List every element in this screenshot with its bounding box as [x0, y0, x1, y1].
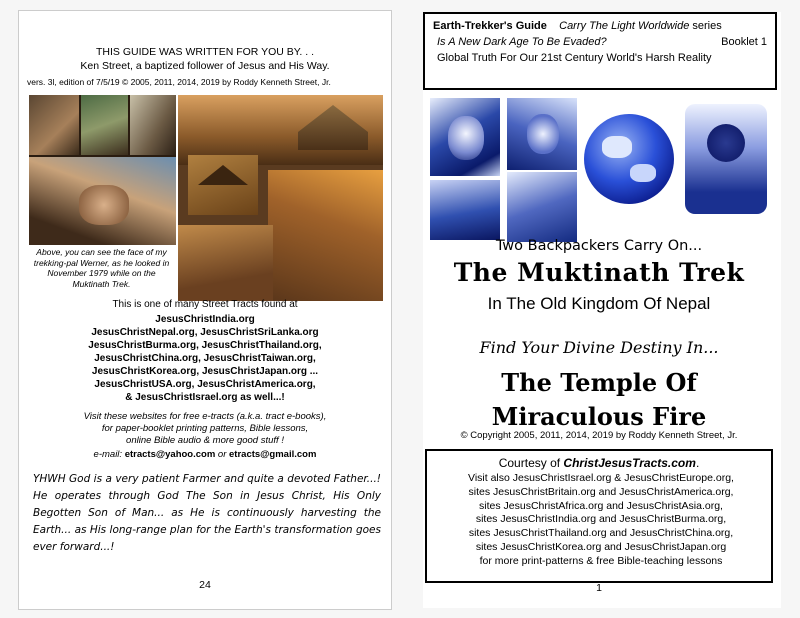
email-2[interactable]: etracts@gmail.com	[229, 449, 317, 460]
temple-title	[423, 366, 775, 434]
page-number-1: 1	[596, 582, 602, 594]
kicker: Two Backpackers Carry On...	[495, 238, 703, 254]
portrait-sketch-image	[507, 98, 577, 170]
temple-line2: Miraculous Fire	[491, 402, 707, 431]
courtesy-site-line: sites JesusChristKorea.org and JesusChristJapan.org	[475, 540, 727, 553]
farmer-quote: YHWH God is a very patient Farmer and quite a devoted Father...! He operates through God The Son in Jesus Christ, His Only Begotten Son of Man... as He is continuously harvesting the Earth... as His long-range plan for the Earth's transformation goes ever forward...!	[33, 473, 381, 553]
email-label: e-mail:	[93, 449, 123, 460]
courtesy-site-line: sites JesusChristAfrica.org and JesusChristAsia.org,	[479, 499, 723, 512]
copyright: © Copyright 2005, 2011, 2014, 2019 by Roddy Kenneth Street, Jr.	[460, 430, 738, 441]
intro-line2: Ken Street, a baptized follower of Jesus and His Way.	[80, 60, 330, 72]
earth-globe-image	[584, 114, 674, 204]
intro	[19, 45, 391, 73]
page-number-24: 24	[199, 579, 211, 591]
courtesy-box	[425, 449, 773, 583]
main-subtitle: In The Old Kingdom Of Nepal	[487, 294, 711, 313]
site-list	[19, 313, 391, 404]
courtesy-line: Courtesy of ChristJesusTracts.com.	[498, 456, 700, 470]
guide-title: Earth-Trekker's Guide	[433, 20, 547, 32]
site-line: JesusChristChina.org, JesusChristTaiwan.org,	[94, 353, 316, 364]
booklet-number: Booklet 1	[721, 36, 767, 48]
email-line	[19, 449, 391, 460]
courtesy-sites	[433, 472, 769, 569]
main-title: The Muktinath Trek	[453, 258, 745, 287]
visit-line: online Bible audio & more good stuff !	[126, 435, 284, 446]
backpack-sketch-image	[685, 104, 767, 214]
divine-destiny: Find Your Divine Destiny In...	[479, 338, 719, 357]
left-page	[18, 10, 392, 610]
trek-photos-right	[178, 95, 383, 301]
visit-text	[19, 411, 391, 447]
courtesy-label: Courtesy of	[498, 456, 561, 470]
courtesy-site-line: sites JesusChristThailand.org and JesusChristChina.org,	[468, 527, 734, 540]
dark-age-question: Is A New Dark Age To Be Evaded?	[437, 36, 607, 48]
visit-line: Visit these websites for free e-tracts (a.k.a. tract e-books),	[83, 411, 327, 422]
email-1[interactable]: etracts@yahoo.com	[124, 449, 216, 460]
face-sketch-image	[430, 98, 500, 176]
trek-photos-left	[29, 95, 176, 245]
header-tagline: Global Truth For Our 21st Century World's Harsh Reality	[437, 52, 712, 64]
site-line: JesusChristBurma.org, JesusChristThailand.org,	[88, 340, 322, 351]
photo-caption: Above, you can see the face of my trekking-pal Werner, as he looked in November 1979 while on the Muktinath Trek.	[33, 247, 170, 289]
site-line: JesusChristKorea.org, JesusChristJapan.org ...	[91, 366, 319, 377]
courtesy-site-line: sites JesusChristIndia.org and JesusChristBurma.org,	[475, 513, 727, 526]
right-page	[423, 12, 781, 608]
courtesy-site[interactable]: ChristJesusTracts.com	[563, 456, 696, 470]
guide-header-box	[423, 12, 777, 90]
elder-sketch-image	[507, 172, 577, 242]
site-line: JesusChristUSA.org, JesusChristAmerica.org,	[94, 379, 316, 390]
site-line: JesusChristIndia.org	[155, 314, 255, 325]
courtesy-footer: for more print-patterns & free Bible-teaching lessons	[479, 554, 723, 567]
courtesy-site-line: Visit also JesusChristIsrael.org & JesusChristEurope.org,	[468, 472, 734, 484]
series-word: series	[692, 20, 722, 32]
temple-line1: The Temple Of	[501, 368, 697, 397]
courtesy-site-line: sites JesusChristBritain.org and JesusChristAmerica.org,	[468, 485, 734, 498]
version-line: vers. 3l, edition of 7/5/19 © 2005, 2011, 2014, 2019 by Roddy Kenneth Street, Jr.	[27, 77, 331, 87]
intro-line1: THIS GUIDE WAS WRITTEN FOR YOU BY. . .	[96, 46, 314, 58]
tracts-intro: This is one of many Street Tracts found at	[112, 299, 298, 310]
hiker-sketch-image	[430, 180, 500, 240]
email-or: or	[217, 449, 227, 460]
header-line1	[433, 20, 773, 32]
visit-line: for paper-booklet printing patterns, Bible lessons,	[101, 423, 309, 434]
site-line: JesusChristNepal.org, JesusChristSriLanka.org	[91, 327, 319, 338]
site-line: & JesusChristIsrael.org as well...!	[125, 392, 285, 403]
header-line2	[437, 36, 767, 48]
series-name: Carry The Light Worldwide	[559, 20, 690, 32]
